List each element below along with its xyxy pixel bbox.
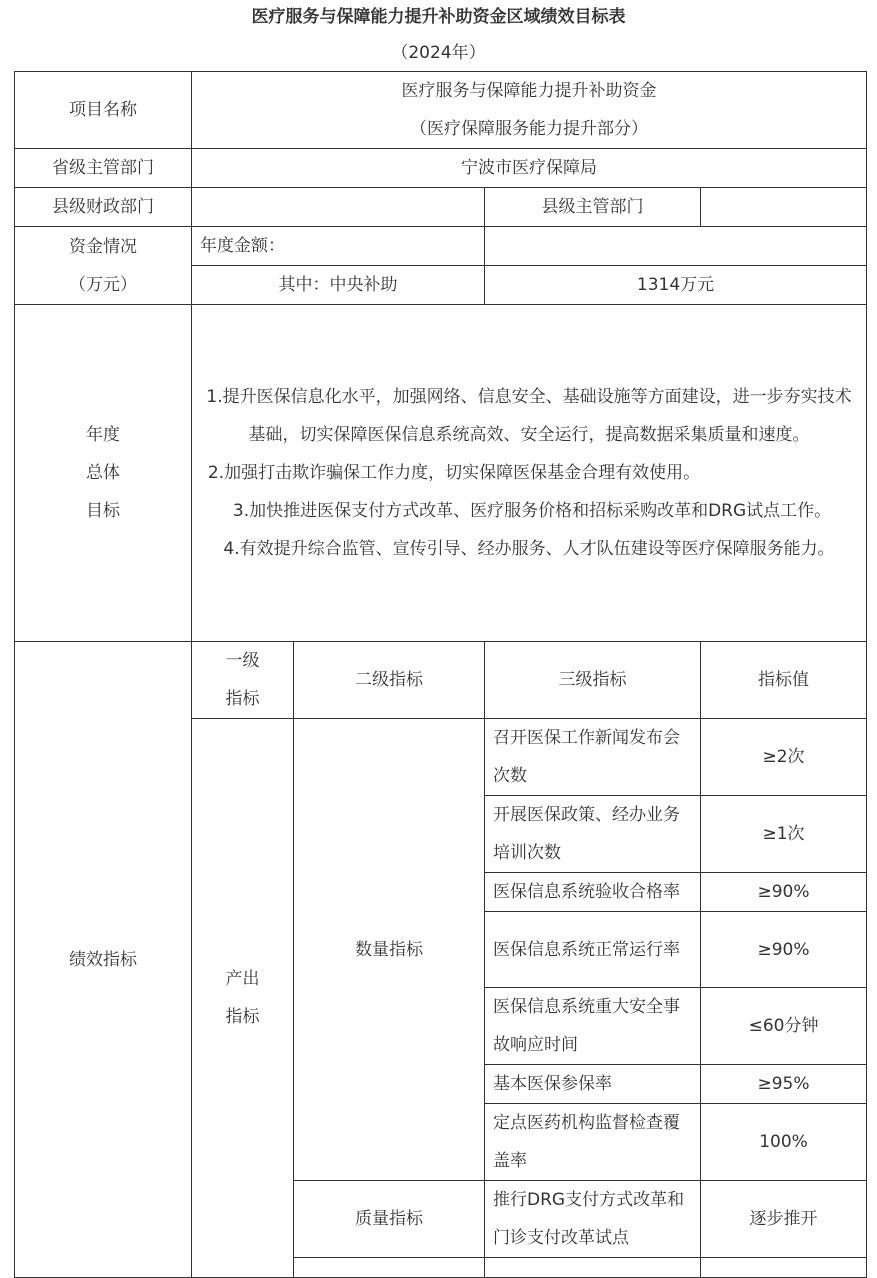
goal-item: 3.加快推进医保支付方式改革、医疗服务价格和招标采购改革和DRG试点工作。 <box>232 501 832 521</box>
indicator-name-line2: 次数 <box>493 766 527 786</box>
indicator-name-line2: 培训次数 <box>493 843 561 863</box>
header-level2: 二级指标 <box>294 642 485 719</box>
header-level1 <box>192 642 294 719</box>
row-project <box>15 72 867 149</box>
goal-item: 4.有效提升综合监管、宣传引导、经办服务、人才队伍建设等医疗保障服务能力。 <box>223 539 835 559</box>
header-level3: 三级指标 <box>485 642 701 719</box>
continued-cell <box>485 1258 701 1278</box>
indicator-name-line1: 开展医保政策、经办业务 <box>493 805 680 825</box>
quantity-indicator-label: 数量指标 <box>294 719 485 1181</box>
indicator-value: ≥95% <box>701 1065 867 1104</box>
indicator-name: 基本医保参保率 <box>485 1065 701 1104</box>
goal-item: 1.提升医保信息化水平，加强网络、信息安全、基础设施等方面建设，进一步夯实技术基础，切实保障医保信息系统高效、安全运行，提高数据采集质量和速度。 <box>206 387 852 445</box>
row-indicator-header <box>15 642 867 719</box>
indicator-name: 医保信息系统正常运行率 <box>485 912 701 988</box>
county-finance-value <box>192 188 485 227</box>
output-indicator-label <box>192 719 294 1278</box>
indicator-name <box>485 719 701 796</box>
indicator-name <box>485 1104 701 1181</box>
project-name <box>192 72 867 149</box>
indicator-value: ≥2次 <box>701 719 867 796</box>
performance-target-table <box>14 71 867 1278</box>
header-level1-line1: 一级 <box>225 651 260 671</box>
header-level1-line2: 指标 <box>225 689 260 709</box>
indicator-value: ≥90% <box>701 912 867 988</box>
header-value: 指标值 <box>701 642 867 719</box>
indicator-name <box>485 796 701 873</box>
funds-annual-value <box>485 227 867 266</box>
document-year: （2024年） <box>391 43 486 63</box>
indicator-name-line2: 故响应时间 <box>493 1035 578 1055</box>
project-label: 项目名称 <box>15 72 192 149</box>
county-finance-label: 县级财政部门 <box>15 188 192 227</box>
indicator-value: ≥90% <box>701 873 867 912</box>
document-title: 医疗服务与保障能力提升补助资金区域绩效目标表 <box>251 7 626 27</box>
performance-label: 绩效指标 <box>15 642 192 1278</box>
project-name-line2: （医疗保障服务能力提升部分） <box>410 119 649 139</box>
indicator-name <box>485 988 701 1065</box>
county-dept-label: 县级主管部门 <box>485 188 701 227</box>
goals-content <box>192 305 867 642</box>
indicator-name-line1: 召开医保工作新闻发布会 <box>493 728 680 748</box>
indicator-name-line2: 盖率 <box>493 1151 527 1171</box>
funds-annual-label: 年度金额： <box>192 227 485 266</box>
goals-label-line2: 总体 <box>86 463 120 483</box>
indicator-value: 逐步推开 <box>701 1181 867 1258</box>
goals-label-line3: 目标 <box>86 501 120 521</box>
indicator-name-line2: 门诊支付改革试点 <box>493 1228 629 1248</box>
funds-label-line2: （万元） <box>69 274 137 295</box>
row-goals <box>15 305 867 642</box>
goals-label-line1: 年度 <box>86 425 120 445</box>
quality-indicator-label: 质量指标 <box>294 1181 485 1258</box>
row-county <box>15 188 867 227</box>
provincial-dept-value: 宁波市医疗保障局 <box>192 149 867 188</box>
indicator-name-line1: 推行DRG支付方式改革和 <box>493 1190 685 1210</box>
continued-cell <box>701 1258 867 1278</box>
funds-label-line1: 资金情况 <box>69 236 137 257</box>
indicator-value: ≤60分钟 <box>701 988 867 1065</box>
funds-central-label: 其中：中央补助 <box>192 266 485 305</box>
indicator-name: 医保信息系统验收合格率 <box>485 873 701 912</box>
funds-label <box>15 227 192 305</box>
goal-item: 2.加强打击欺诈骗保工作力度，切实保障医保基金合理有效使用。 <box>207 463 701 483</box>
county-dept-value <box>701 188 867 227</box>
output-label-line2: 指标 <box>225 1007 260 1027</box>
funds-central-value: 1314万元 <box>485 266 867 305</box>
row-provincial-dept <box>15 149 867 188</box>
continued-cell <box>294 1258 485 1278</box>
project-name-line1: 医疗服务与保障能力提升补助资金 <box>401 81 657 101</box>
indicator-name-line1: 定点医药机构监督检查覆 <box>493 1113 680 1133</box>
indicator-value: ≥1次 <box>701 796 867 873</box>
indicator-name-line1: 医保信息系统重大安全事 <box>493 997 680 1017</box>
goals-label <box>15 305 192 642</box>
row-funds-annual <box>15 227 867 266</box>
indicator-name <box>485 1181 701 1258</box>
output-label-line1: 产出 <box>225 969 260 989</box>
provincial-dept-label: 省级主管部门 <box>15 149 192 188</box>
indicator-value: 100% <box>701 1104 867 1181</box>
